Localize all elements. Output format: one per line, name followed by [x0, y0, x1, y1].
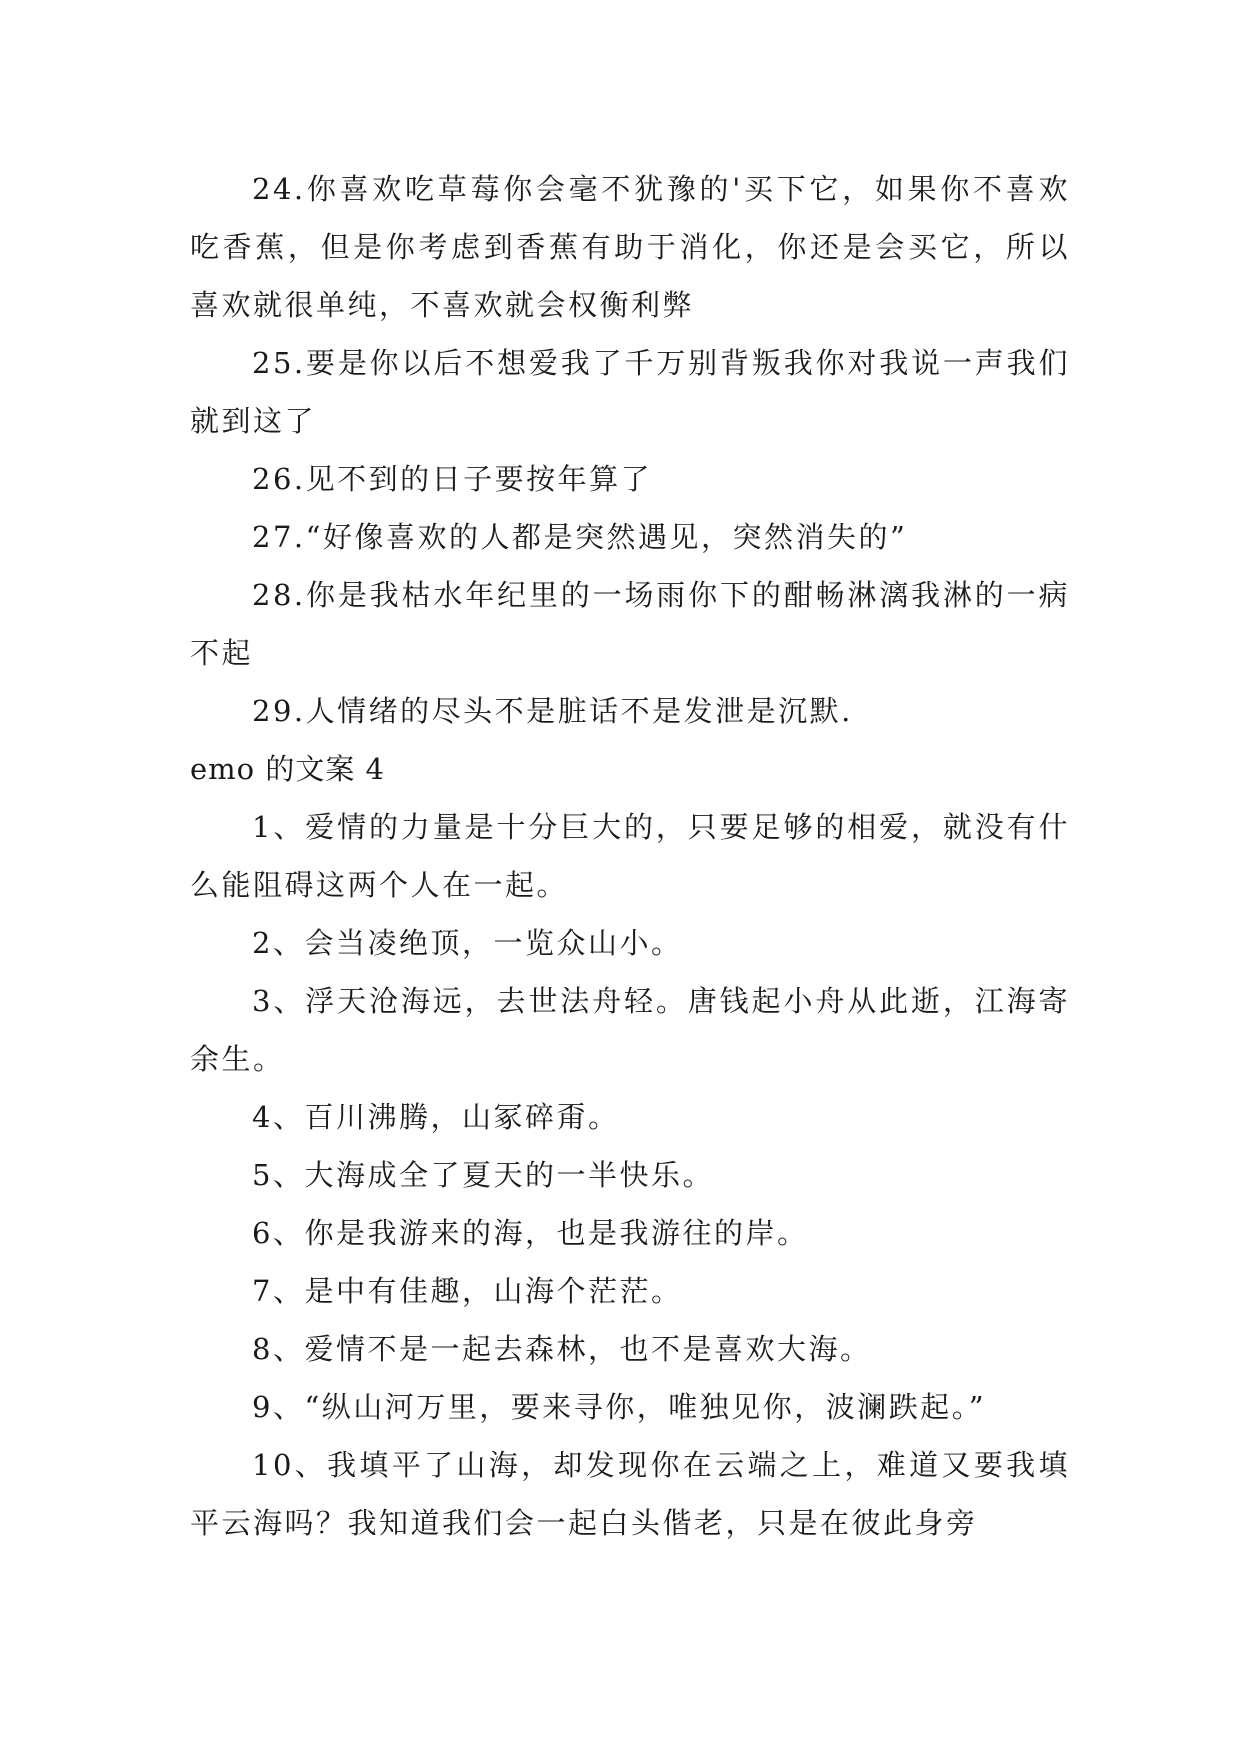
paragraph: 3、浮天沧海远，去世法舟轻。唐钱起小舟从此逝，江海寄余生。 [190, 984, 1070, 1076]
paragraph: 6、你是我游来的海，也是我游往的岸。 [252, 1216, 809, 1250]
paragraph: 27.“好像喜欢的人都是突然遇见，突然消失的” [252, 520, 908, 554]
paragraph: 10、我填平了山海，却发现你在云端之上，难道又要我填平云海吗？我知道我们会一起白头偕老，只是在彼此身旁 [190, 1448, 1070, 1540]
paragraph: 2、会当凌绝顶，一览众山小。 [252, 926, 683, 960]
paragraph: 5、大海成全了夏天的一半快乐。 [252, 1158, 714, 1192]
document-body [190, 160, 1070, 1552]
paragraph: 1、爱情的力量是十分巨大的，只要足够的相爱，就没有什么能阻碍这两个人在一起。 [190, 810, 1070, 902]
paragraph: 29.人情绪的尽头不是脏话不是发泄是沉默. [252, 694, 853, 728]
paragraph: 7、是中有佳趣，山海个茫茫。 [252, 1274, 683, 1308]
paragraph: 25.要是你以后不想爱我了千万别背叛我你对我说一声我们就到这了 [190, 346, 1070, 438]
paragraph: 26.见不到的日子要按年算了 [252, 462, 653, 496]
paragraph: 9、“纵山河万里，要来寻你，唯独见你，波澜跌起。” [252, 1390, 987, 1424]
paragraph: 8、爱情不是一起去森林，也不是喜欢大海。 [252, 1332, 872, 1366]
paragraph: 4、百川沸腾，山冢碎甭。 [252, 1100, 620, 1134]
section-heading: emo 的文案 4 [190, 752, 386, 786]
paragraph: 24.你喜欢吃草莓你会毫不犹豫的'买下它，如果你不喜欢吃香蕉，但是你考虑到香蕉有助于消化，你还是会买它，所以喜欢就很单纯，不喜欢就会权衡利弊 [190, 172, 1070, 322]
paragraph: 28.你是我枯水年纪里的一场雨你下的酣畅淋漓我淋的一病不起 [190, 578, 1070, 670]
